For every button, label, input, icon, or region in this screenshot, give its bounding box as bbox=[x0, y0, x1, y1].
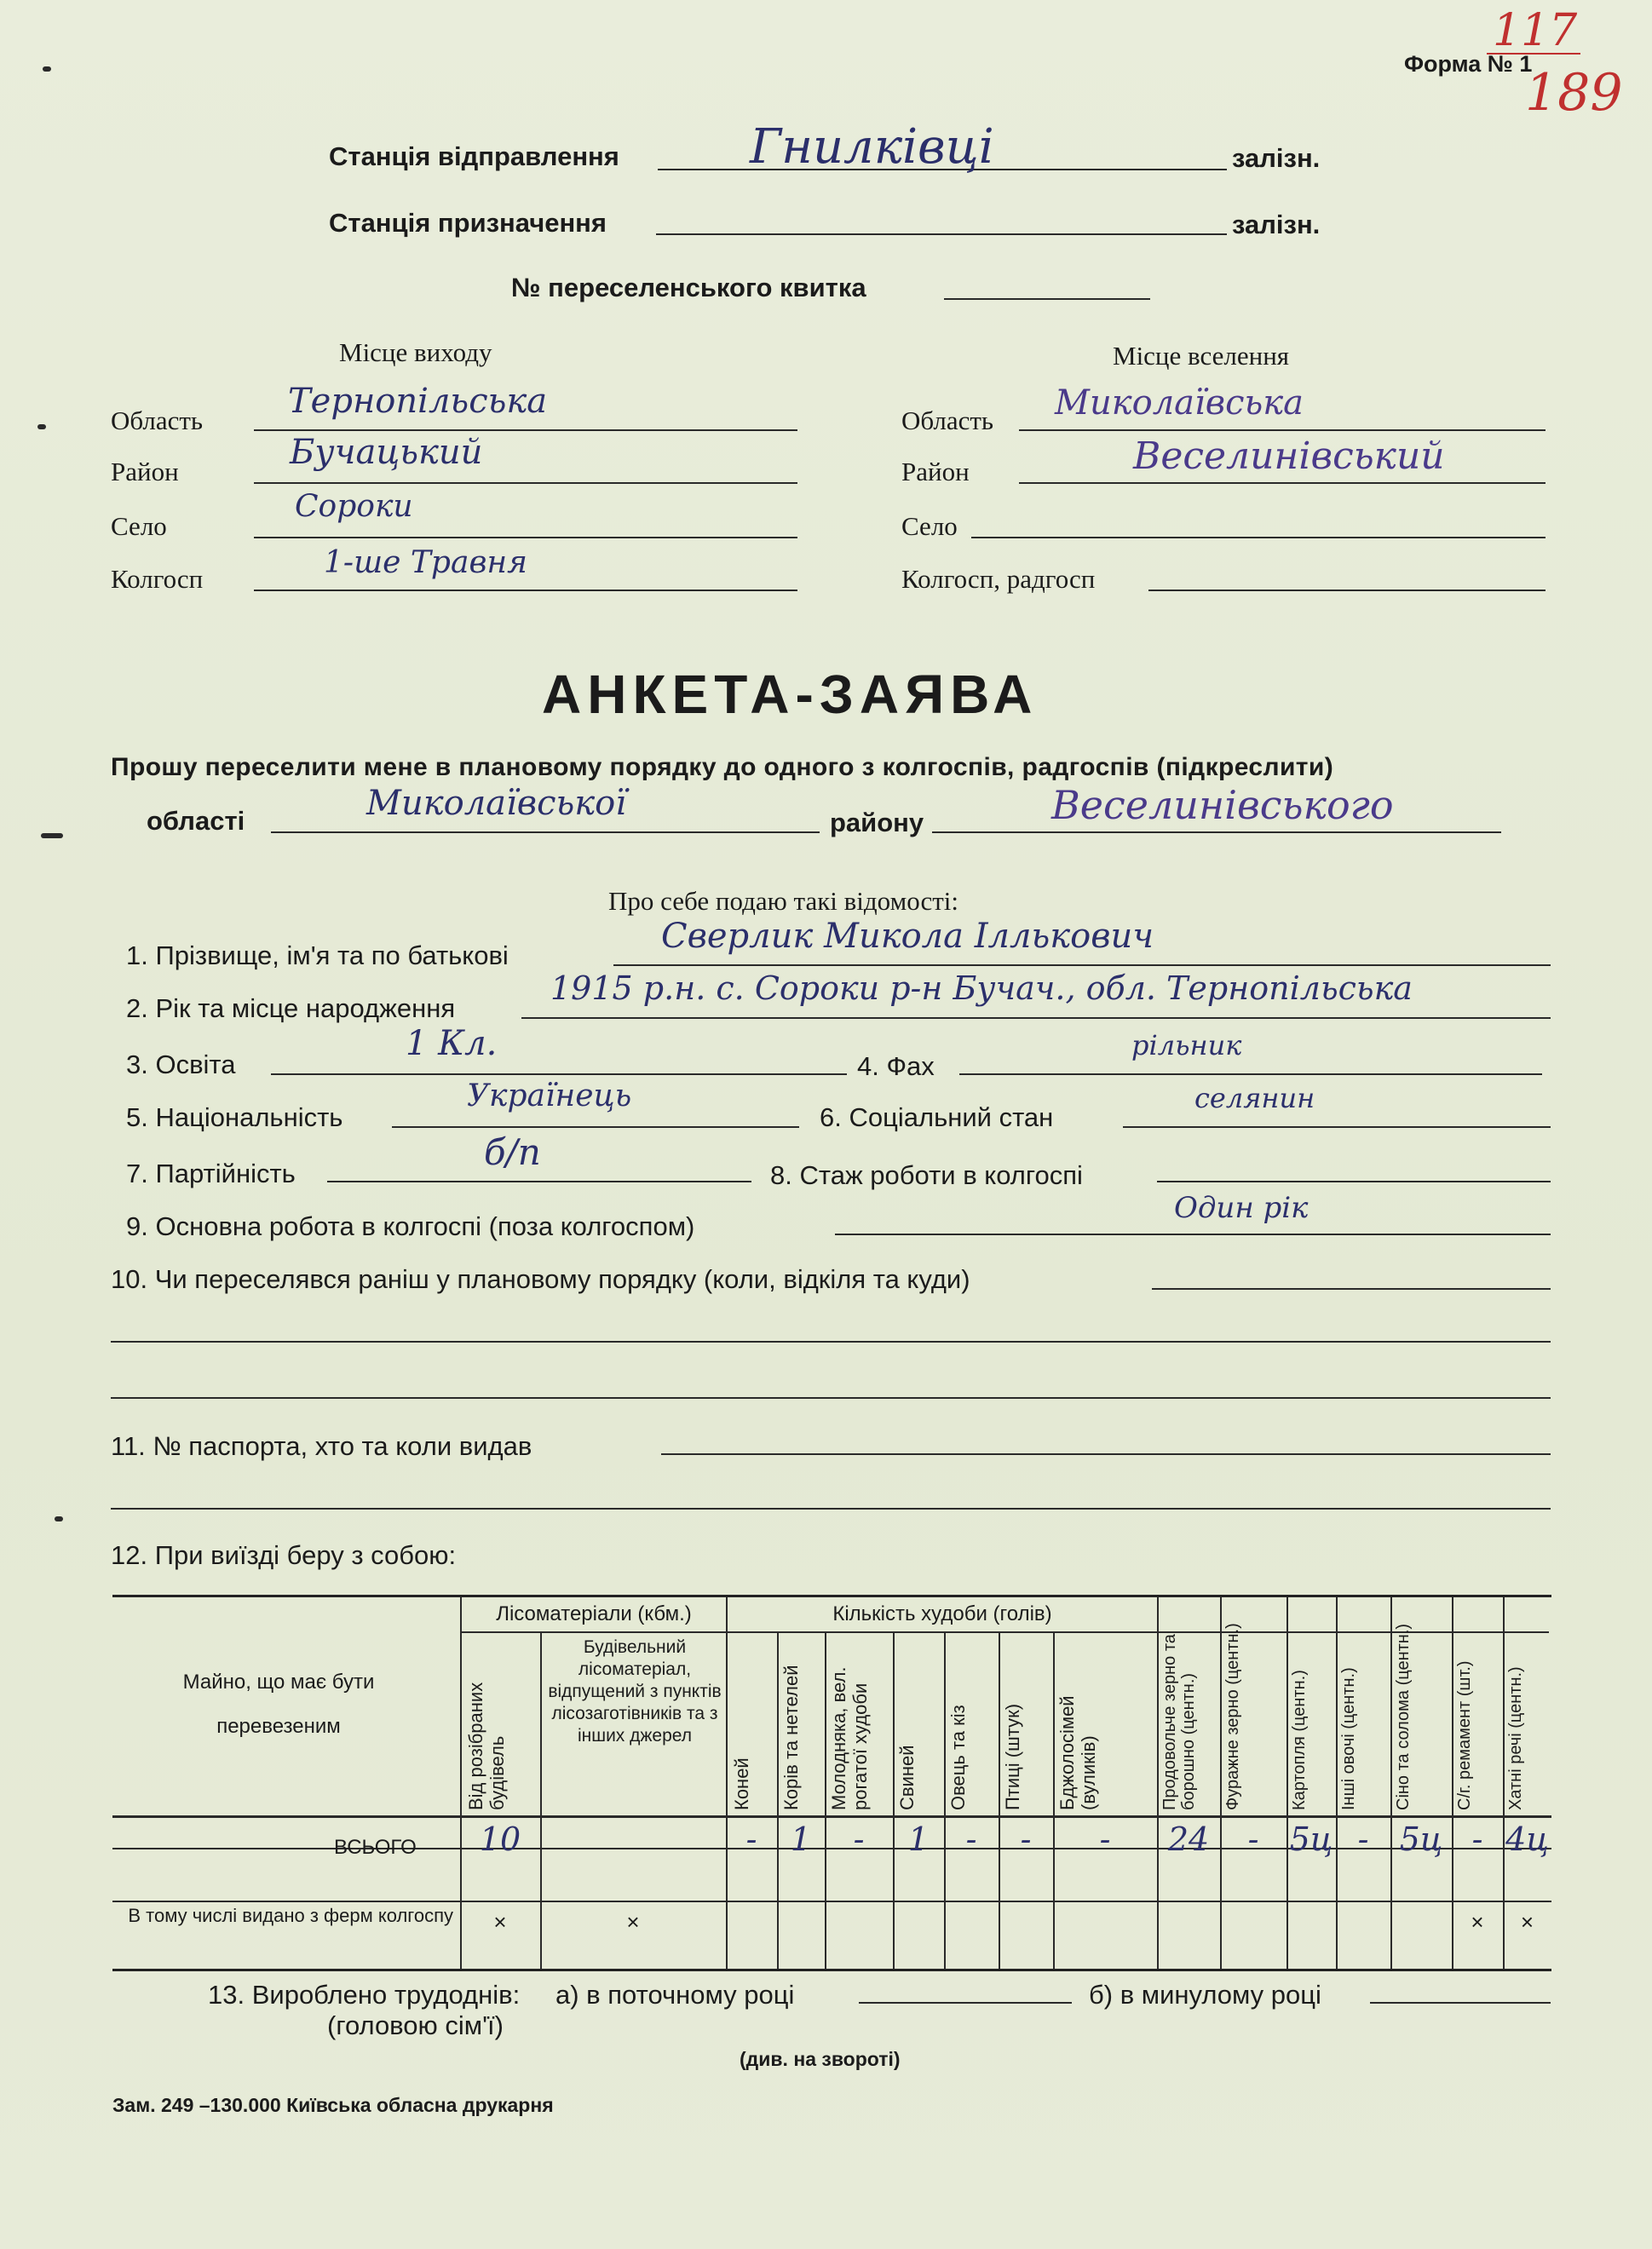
destination-oblast-label: Область bbox=[901, 406, 994, 435]
col-header: Фуражне зерно (центн.) bbox=[1223, 1623, 1242, 1810]
field-13-label: 13. Вироблено трудоднів: bbox=[208, 1980, 521, 2010]
field-9-label: 9. Основна робота в колгоспі (поза колгоспом) bbox=[126, 1211, 695, 1241]
intro-text: Про себе подаю такі відомості: bbox=[608, 886, 959, 916]
total-cell: 1 bbox=[907, 1820, 930, 1858]
col-header: Овець та кіз bbox=[947, 1705, 969, 1810]
cattle-group-header: Кількість худоби (голів) bbox=[832, 1602, 1052, 1625]
see-back-note: (див. на звороті) bbox=[740, 2048, 901, 2070]
field-3-label: 3. Освіта bbox=[126, 1050, 236, 1079]
origin-heading: Місце виходу bbox=[339, 337, 492, 367]
field-13-b: б) в минулому році bbox=[1089, 1980, 1321, 2010]
col-header: Продовольче зерно та борошно (центн.) bbox=[1160, 1634, 1198, 1810]
total-cell: 24 bbox=[1167, 1820, 1210, 1858]
col-header: Птиці (штук) bbox=[1002, 1703, 1023, 1810]
total-cell: 5ц bbox=[1399, 1820, 1443, 1858]
col-header: С/г. ремамент (шт.) bbox=[1455, 1660, 1474, 1810]
col-header: Картопля (центн.) bbox=[1290, 1670, 1309, 1810]
farm-cell: × bbox=[1520, 1909, 1534, 1935]
departure-station-label: Станція відправлення bbox=[329, 141, 619, 171]
origin-kolhosp-value: 1-ше Травня bbox=[324, 545, 527, 580]
ticket-label: № переселенського квитка bbox=[511, 273, 866, 302]
origin-oblast-value: Тернопільська bbox=[288, 382, 548, 421]
col-header: Бджолосімей (вуликів) bbox=[1056, 1695, 1099, 1810]
total-cell: - bbox=[1357, 1820, 1369, 1858]
departure-station-suffix: залізн. bbox=[1232, 143, 1321, 173]
destination-station-label: Станція призначення bbox=[329, 208, 607, 238]
request-raion-value: Веселинівського bbox=[1051, 782, 1394, 828]
departure-station-value: Гнилківці bbox=[750, 119, 994, 175]
destination-heading: Місце вселення bbox=[1113, 341, 1290, 371]
total-cell: - bbox=[745, 1820, 757, 1858]
destination-station-suffix: залізн. bbox=[1232, 210, 1321, 239]
farm-cell: × bbox=[1471, 1909, 1484, 1935]
total-cell: 10 bbox=[479, 1820, 521, 1858]
archive-number-bottom: 189 bbox=[1525, 63, 1623, 123]
field-2-label: 2. Рік та місце народження bbox=[126, 993, 456, 1023]
row-label-total: ВСЬОГО bbox=[334, 1836, 417, 1859]
document-title: АНКЕТА-ЗАЯВА bbox=[542, 664, 1039, 725]
col-header: Хатні речі (центн.) bbox=[1506, 1666, 1525, 1810]
archive-number-top: 117 bbox=[1493, 5, 1578, 56]
binding-hole bbox=[41, 833, 63, 838]
total-cell: - bbox=[853, 1820, 865, 1858]
table-row-header: Майно, що має бути перевезеним bbox=[182, 1671, 375, 1738]
field-4-label: 4. Фах bbox=[857, 1051, 935, 1081]
field-1-label: 1. Прізвище, ім'я та по батькові bbox=[126, 940, 509, 970]
field-2-value: 1915 р.н. с. Сороки р-н Бучач., обл. Тернопільська bbox=[550, 969, 1413, 1007]
field-6-label: 6. Соціальний стан bbox=[820, 1102, 1054, 1132]
origin-selo-label: Село bbox=[111, 511, 167, 541]
field-6-value: селянин bbox=[1194, 1082, 1315, 1114]
farm-cell: × bbox=[626, 1909, 640, 1935]
field-8-label: 8. Стаж роботи в колгоспі bbox=[770, 1160, 1083, 1190]
origin-oblast-label: Область bbox=[111, 406, 204, 435]
field-3-value: 1 Кл. bbox=[406, 1024, 498, 1063]
property-table bbox=[112, 1595, 1551, 1971]
request-raion-label: району bbox=[830, 808, 924, 837]
col-header: Свиней bbox=[896, 1745, 918, 1810]
total-cell: - bbox=[1099, 1820, 1111, 1858]
field-7-value: б/п bbox=[484, 1131, 541, 1173]
col-header: Молодняка, вел. рогатої худоби bbox=[828, 1666, 871, 1810]
destination-kolhosp-label: Колгосп, радгосп bbox=[901, 564, 1096, 594]
field-4-value: рільник bbox=[1131, 1029, 1242, 1061]
field-7-label: 7. Партійність bbox=[126, 1159, 296, 1188]
field-1-value: Сверлик Микола Іллькович bbox=[661, 917, 1154, 956]
request-text: Прошу переселити мене в плановому порядку до одного з колгоспів, радгоспів (підкреслити) bbox=[111, 753, 1334, 781]
binding-hole bbox=[43, 66, 51, 72]
origin-kolhosp-label: Колгосп bbox=[111, 564, 204, 594]
field-11-label: 11. № паспорта, хто та коли видав bbox=[111, 1431, 532, 1461]
col-header: Будівельний лісоматеріал, відпущений з пунктів лісозаготівників та з інших джерел bbox=[548, 1637, 722, 1746]
field-10-label: 10. Чи переселявся раніш у плановому порядку (коли, відкіля та куди) bbox=[111, 1264, 970, 1294]
row-label-farm: В тому числі видано з ферм колгоспу bbox=[128, 1905, 453, 1926]
origin-selo-value: Сороки bbox=[295, 489, 413, 524]
field-5-value: Українець bbox=[467, 1078, 632, 1113]
col-header: Корів та нетелей bbox=[780, 1665, 802, 1810]
request-oblast-value: Миколаївської bbox=[366, 784, 627, 823]
field-13-sub: (головою сім'ї) bbox=[327, 2010, 504, 2040]
col-header: Інші овочі (центн.) bbox=[1339, 1667, 1358, 1810]
destination-raion-value: Веселинівський bbox=[1133, 434, 1445, 478]
total-cell: - bbox=[1247, 1820, 1259, 1858]
form-number: Форма № 1 bbox=[1404, 51, 1533, 77]
total-cell: 4ц bbox=[1505, 1820, 1549, 1858]
origin-raion-value: Бучацький bbox=[290, 433, 483, 472]
destination-oblast-value: Миколаївська bbox=[1055, 383, 1304, 423]
lumber-group-header: Лісоматеріали (кбм.) bbox=[496, 1602, 692, 1625]
col-header: Сіно та солома (центн.) bbox=[1394, 1623, 1413, 1810]
total-cell: - bbox=[1020, 1820, 1032, 1858]
farm-cell: × bbox=[493, 1909, 507, 1935]
total-cell: - bbox=[965, 1820, 977, 1858]
destination-raion-label: Район bbox=[901, 457, 970, 486]
col-header: Коней bbox=[731, 1757, 752, 1810]
destination-selo-label: Село bbox=[901, 511, 958, 541]
col-header: Від розібраних будівель bbox=[465, 1682, 508, 1810]
total-cell: 5ц bbox=[1289, 1820, 1333, 1858]
binding-hole bbox=[55, 1516, 63, 1521]
field-5-label: 5. Національність bbox=[126, 1102, 343, 1132]
field-9-value: Один рік bbox=[1174, 1191, 1309, 1225]
field-12-label: 12. При виїзді беру з собою: bbox=[111, 1540, 457, 1570]
request-oblast-label: області bbox=[147, 806, 245, 836]
total-cell: - bbox=[1471, 1820, 1483, 1858]
printer-note: Зам. 249 –130.000 Київська обласна друкарня bbox=[112, 2094, 554, 2116]
binding-hole bbox=[37, 424, 46, 429]
origin-raion-label: Район bbox=[111, 457, 179, 486]
field-13-a: а) в поточному році bbox=[555, 1980, 795, 2010]
total-cell: 1 bbox=[790, 1820, 812, 1858]
